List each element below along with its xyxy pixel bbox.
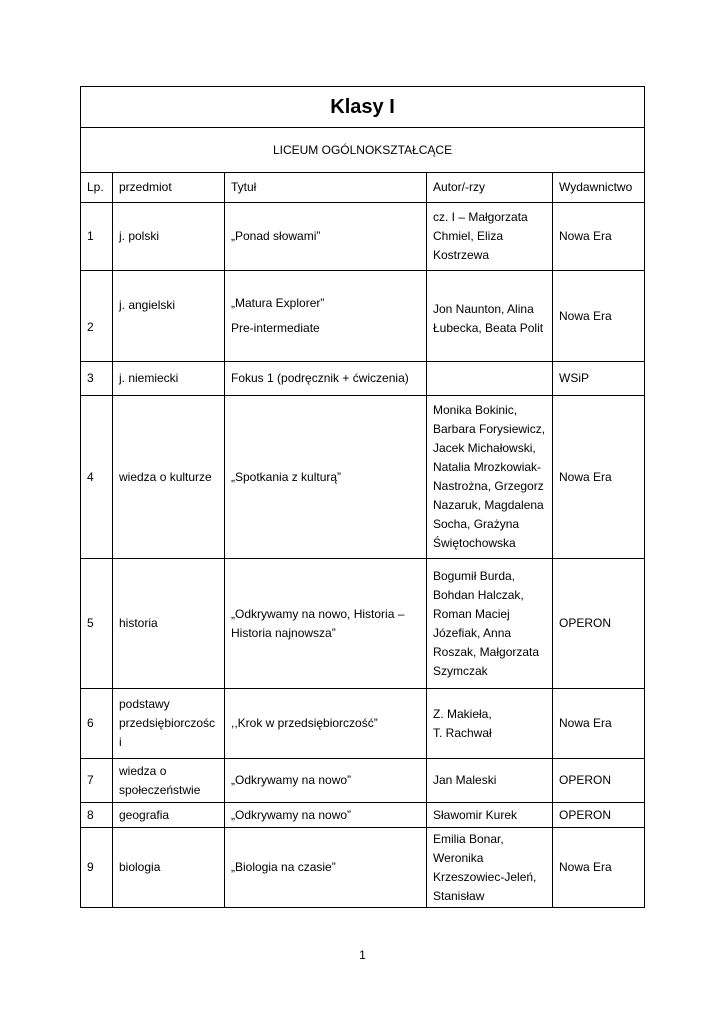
row-subject [113, 803, 225, 828]
row-lp: 5 [81, 559, 113, 689]
author-line: Krzeszowiec-Jeleń, [433, 869, 537, 884]
author-line: Roman Maciej [433, 606, 510, 621]
row-subject [113, 689, 225, 759]
table-row [81, 559, 645, 689]
author-line: Jon Naunton, Alina [433, 302, 534, 316]
author-line: Natalia Mrozkowiak- [433, 460, 542, 474]
subject-line: geografia [119, 807, 170, 822]
subject-line: j. niemiecki [119, 371, 179, 385]
row-publisher: Nowa Era [553, 271, 645, 362]
author-line: Barbara Forysiewicz, [433, 422, 546, 436]
author-line: Szymczak [433, 663, 488, 678]
row-title [225, 803, 427, 828]
subject-line: podstawy [119, 697, 170, 711]
author-line: Roszak, Małgorzata [433, 644, 540, 659]
author-line: Weronika [433, 850, 484, 865]
author-line: Świętochowska [433, 536, 516, 550]
header-row [81, 173, 645, 203]
document-title: Klasy I [81, 87, 645, 128]
title-row [81, 87, 645, 128]
author-line: T. Rachwał [433, 725, 492, 740]
author-line: Józefiak, Anna [433, 625, 512, 640]
row-title [225, 759, 427, 803]
row-lp: 7 [81, 759, 113, 803]
title-line: „Biologia na czasie” [231, 860, 336, 874]
author-line: Jan Maleski [433, 773, 497, 787]
title-line: Pre-intermediate [231, 321, 320, 335]
row-title [225, 828, 427, 908]
row-title [225, 396, 427, 559]
row-title [225, 559, 427, 689]
subject-line: j. polski [119, 229, 160, 243]
title-line: Fokus 1 (podręcznik + ćwiczenia) [231, 371, 409, 385]
row-lp: 8 [81, 803, 113, 828]
row-authors [427, 203, 553, 271]
table-row [81, 759, 645, 803]
row-subject [113, 271, 225, 362]
row-subject [113, 828, 225, 908]
title-line: „Odkrywamy na nowo” [231, 807, 352, 822]
row-authors [427, 362, 553, 396]
subject-line: biologia [119, 860, 161, 874]
school-row [81, 128, 645, 173]
table-row [81, 203, 645, 271]
subject-line: j. angielski [119, 297, 176, 312]
author-line: Bohdan Halczak, [433, 587, 524, 602]
author-line: Chmiel, Eliza [433, 229, 504, 243]
row-lp: 2 [81, 271, 113, 362]
table-row [81, 362, 645, 396]
row-title [225, 203, 427, 271]
author-line: Bogumił Burda, [433, 568, 516, 583]
author-line: Jacek Michałowski, [433, 441, 536, 455]
title-line: „Spotkania z kulturą” [231, 469, 342, 484]
subject-line: społeczeństwie [119, 782, 201, 797]
row-subject [113, 559, 225, 689]
row-lp: 3 [81, 362, 113, 396]
header-subject: przedmiot [113, 173, 225, 203]
row-subject [113, 362, 225, 396]
row-lp: 1 [81, 203, 113, 271]
row-subject [113, 203, 225, 271]
author-line: Monika Bokinic, [433, 403, 518, 417]
row-lp: 9 [81, 828, 113, 908]
title-line: „Matura Explorer” [231, 296, 325, 310]
author-line: Nastrożna, Grzegorz [433, 479, 544, 493]
row-authors [427, 271, 553, 362]
author-line: Z. Makieła, [433, 706, 492, 721]
textbook-table [80, 86, 645, 908]
row-publisher: OPERON [553, 559, 645, 689]
table-row [81, 828, 645, 908]
table-row [81, 271, 645, 362]
subject-line: przedsiębiorczośc [119, 716, 216, 730]
row-publisher: WSiP [553, 362, 645, 396]
header-publisher: Wydawnictwo [553, 173, 645, 203]
author-line: Socha, Grażyna [433, 517, 520, 531]
page-number: 1 [359, 948, 366, 962]
row-publisher: Nowa Era [553, 828, 645, 908]
subject-line: wiedza o kulturze [119, 469, 212, 484]
title-line: „Ponad słowami” [231, 229, 321, 243]
title-line: „Odkrywamy na nowo” [231, 773, 352, 787]
row-publisher: OPERON [553, 759, 645, 803]
subject-line: wiedza o [119, 763, 167, 778]
row-title [225, 362, 427, 396]
row-publisher: Nowa Era [553, 689, 645, 759]
author-line: Stanisław [433, 888, 485, 903]
author-line: Sławomir Kurek [433, 807, 518, 822]
title-line: ,,Krok w przedsiębiorczość” [231, 716, 378, 730]
table-row [81, 689, 645, 759]
row-title [225, 271, 427, 362]
row-subject [113, 759, 225, 803]
subject-line: i [119, 735, 122, 749]
author-line: cz. I – Małgorzata [433, 210, 528, 224]
author-line: Emilia Bonar, [433, 831, 504, 846]
title-line: „Odkrywamy na nowo, Historia – [231, 606, 405, 621]
school-name: LICEUM OGÓLNOKSZTAŁCĄCE [81, 128, 645, 173]
header-authors: Autor/-rzy [427, 173, 553, 203]
row-authors [427, 803, 553, 828]
row-publisher: Nowa Era [553, 203, 645, 271]
row-lp: 4 [81, 396, 113, 559]
author-line: Łubecka, Beata Polit [433, 321, 544, 335]
row-publisher: Nowa Era [553, 396, 645, 559]
author-line: Nazaruk, Magdalena [433, 498, 544, 512]
header-title: Tytuł [225, 173, 427, 203]
table-row [81, 396, 645, 559]
row-authors [427, 396, 553, 559]
row-authors [427, 759, 553, 803]
row-title [225, 689, 427, 759]
row-lp: 6 [81, 689, 113, 759]
table-row [81, 803, 645, 828]
row-publisher: OPERON [553, 803, 645, 828]
row-authors [427, 828, 553, 908]
author-line: Kostrzewa [433, 248, 490, 262]
row-subject [113, 396, 225, 559]
header-lp: Lp. [81, 173, 113, 203]
row-authors [427, 559, 553, 689]
subject-line: historia [119, 616, 158, 630]
row-authors [427, 689, 553, 759]
title-line: Historia najnowsza” [231, 625, 336, 640]
